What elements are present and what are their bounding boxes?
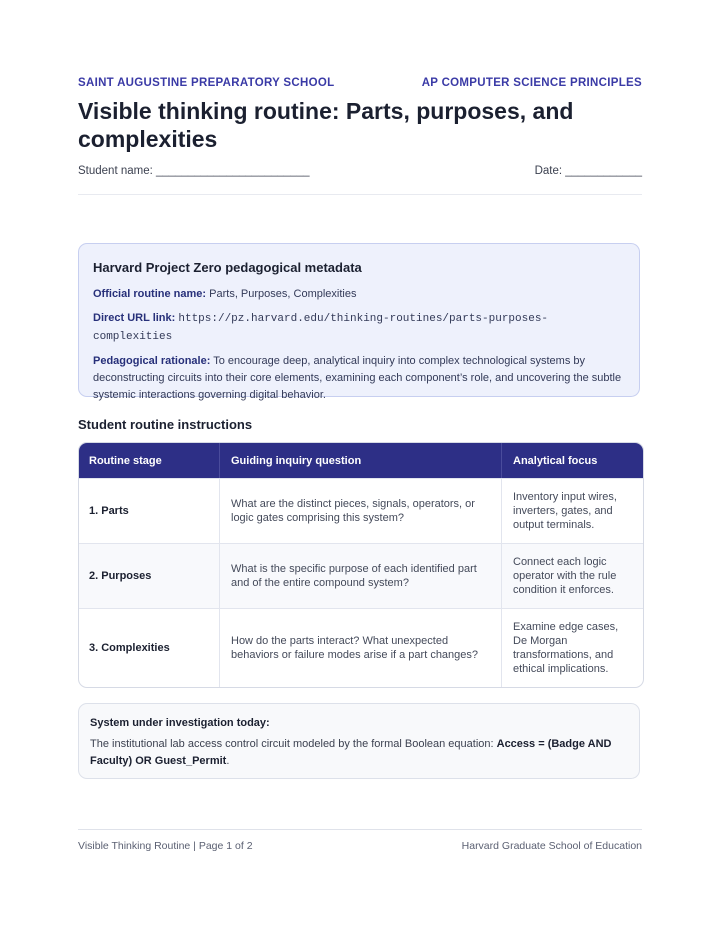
instructions-heading: Student routine instructions	[78, 417, 253, 432]
footer-institution: Harvard Graduate School of Education	[461, 840, 642, 852]
column-header: Guiding inquiry question	[220, 443, 502, 478]
footer-page-info: Visible Thinking Routine | Page 1 of 2	[78, 840, 253, 852]
footer-divider	[78, 829, 642, 830]
official-name-label: Official routine name:	[93, 288, 207, 300]
focus-cell: Connect each logic operator with the rule condition it enforces.	[513, 555, 617, 597]
system-description	[90, 736, 628, 770]
stage-cell: 1. Parts	[79, 479, 220, 543]
focus-cell: Examine edge cases, De Morgan transformations, and ethical implications.	[513, 620, 619, 676]
rationale-value: To encourage deep, analytical inquiry into complex technological systems by deconstructing circuits into their core elements, examining each component’s role, and uncovering the subtle systemic interactions governing digital behavior.	[93, 355, 622, 401]
date-field: Date: ____________	[534, 165, 642, 177]
student-name-field: Student name: ________________________	[78, 165, 310, 177]
student-info-row	[78, 165, 642, 177]
table-row	[79, 608, 643, 687]
system-text-end: .	[226, 755, 230, 767]
header-row	[78, 77, 642, 89]
header-divider	[78, 194, 642, 195]
course-name: AP COMPUTER SCIENCE PRINCIPLES	[421, 77, 642, 89]
rationale-line	[93, 353, 625, 404]
url-label: Direct URL link:	[93, 312, 176, 324]
table-row	[79, 543, 643, 608]
instructions-table	[78, 442, 644, 688]
focus-cell: Inventory input wires, inverters, gates, and output terminals.	[513, 490, 617, 532]
url-link[interactable]: https://pz.harvard.edu/thinking-routines/parts-purposes-complexities	[93, 313, 549, 343]
official-name-line	[93, 286, 625, 303]
question-cell: How do the parts interact? What unexpected behaviors or failure modes arise if a part changes?	[220, 609, 502, 687]
school-name: SAINT AUGUSTINE PREPARATORY SCHOOL	[78, 77, 335, 89]
column-header: Analytical focus	[513, 454, 598, 467]
page-title: Visible thinking routine: Parts, purposes, and complexities	[78, 98, 574, 152]
table-row	[79, 478, 643, 543]
question-cell: What are the distinct pieces, signals, operators, or logic gates comprising this system?	[220, 479, 502, 543]
system-box	[78, 703, 640, 779]
table-header-row	[79, 443, 643, 478]
column-header: Routine stage	[79, 443, 220, 478]
system-heading: System under investigation today:	[90, 717, 270, 729]
metadata-callout	[78, 243, 640, 401]
metadata-heading: Harvard Project Zero pedagogical metadata	[93, 260, 362, 275]
url-line	[93, 310, 625, 346]
question-cell: What is the specific purpose of each identified part and of the entire compound system?	[220, 544, 502, 608]
system-text: The institutional lab access control circuit modeled by the formal Boolean equation:	[90, 738, 497, 750]
boolean-equation: Access = (Badge AND Faculty) OR Guest_Permit	[90, 738, 612, 767]
rationale-label: Pedagogical rationale:	[93, 355, 211, 367]
stage-cell: 3. Complexities	[79, 609, 220, 687]
official-name-value: Parts, Purposes, Complexities	[209, 288, 357, 300]
stage-cell: 2. Purposes	[79, 544, 220, 608]
footer	[78, 840, 642, 852]
